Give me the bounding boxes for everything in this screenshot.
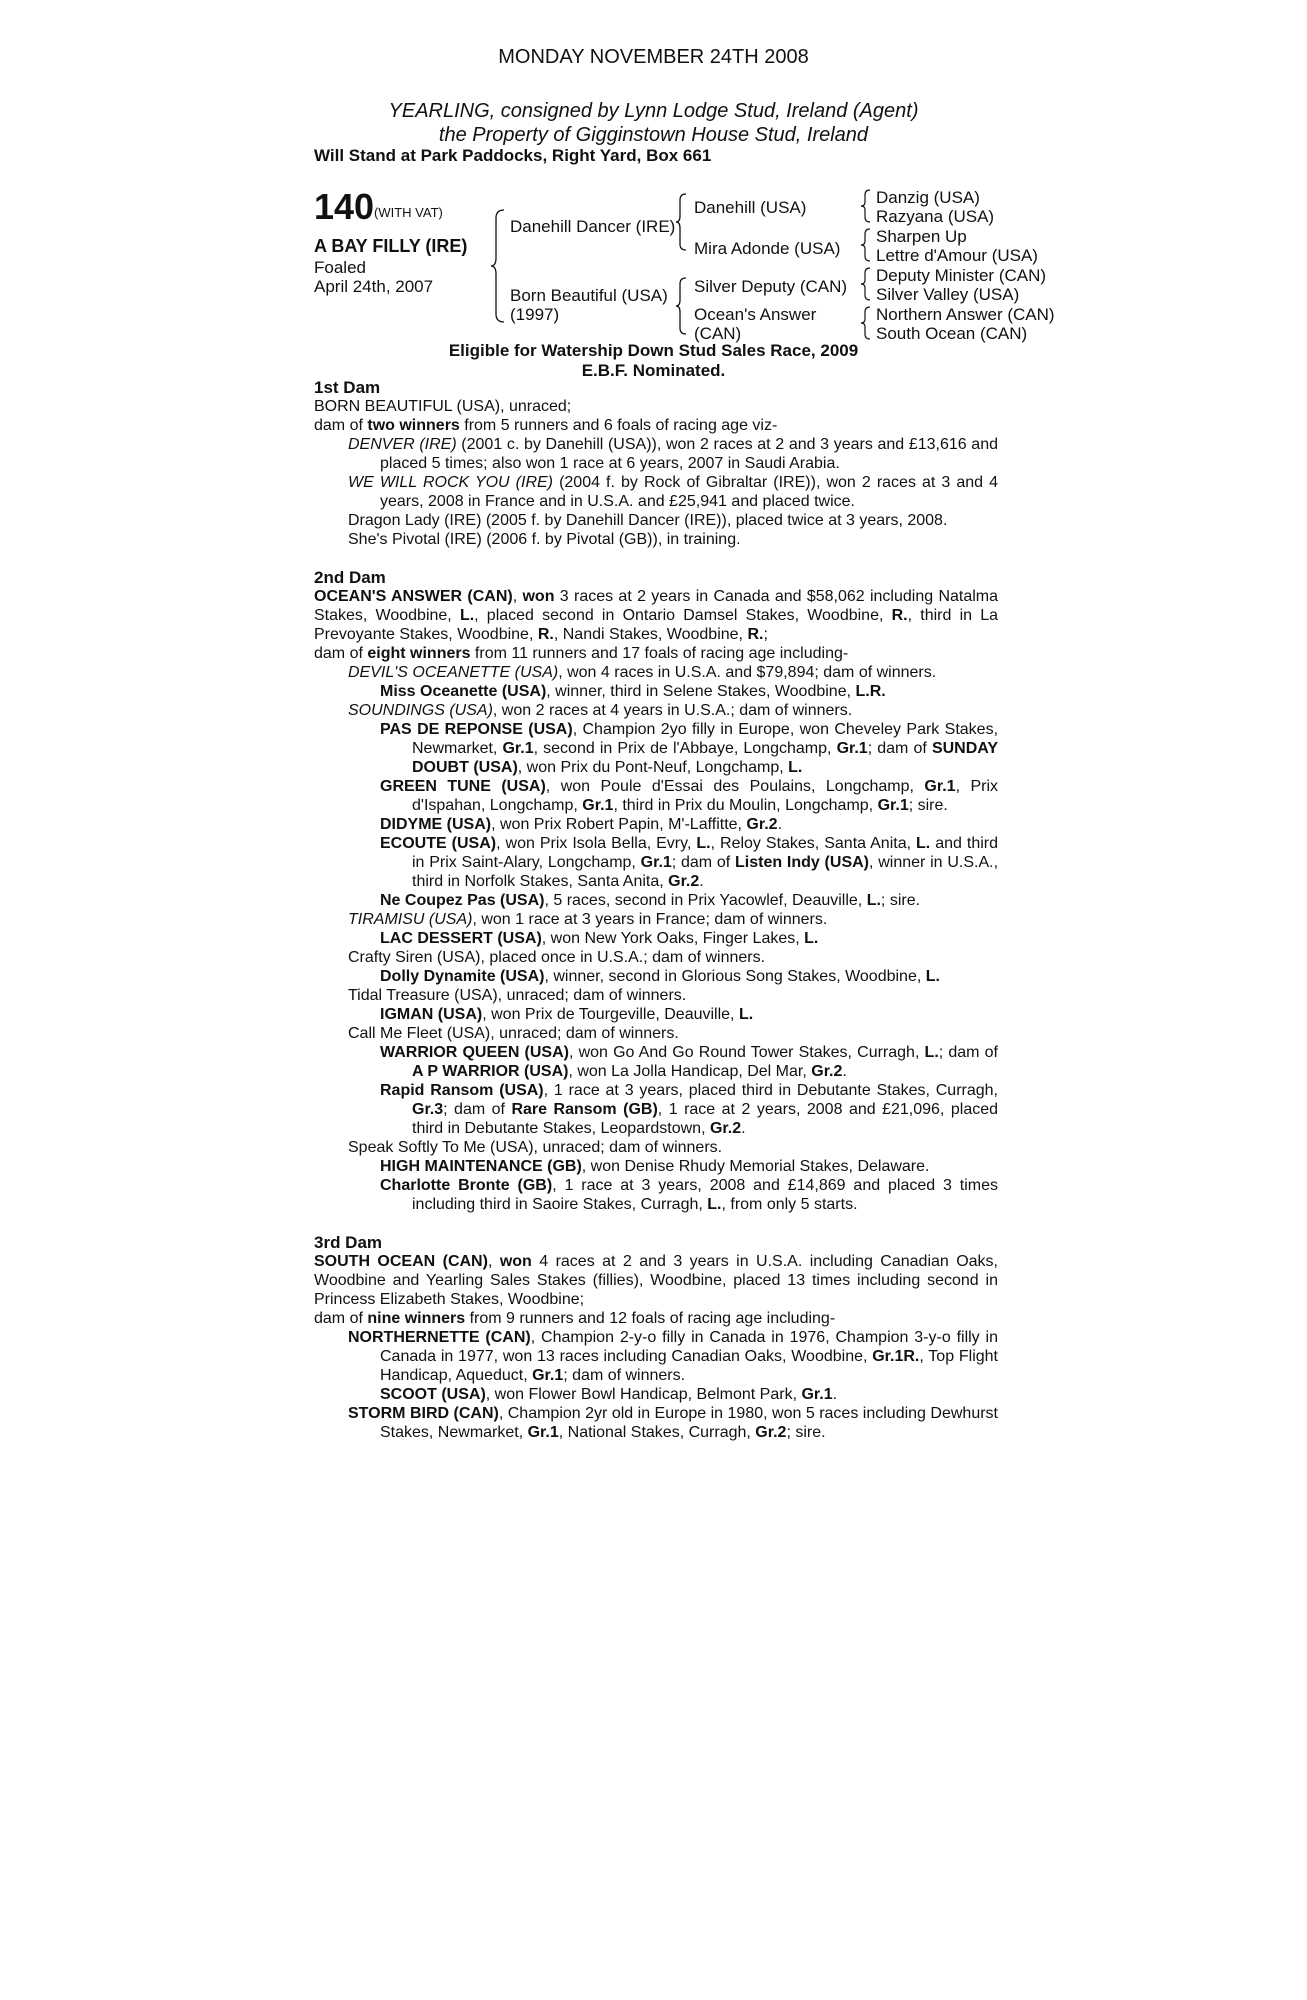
pedigree-g3-2: Razyana (USA): [876, 207, 995, 226]
produce-storm-bird: STORM BIRD (CAN), Champion 2yr old in Europe in 1980, won 5 races including Dewhurst Stakes, Newmarket, Gr.1, National Stakes, Curragh, Gr.2; sire.: [348, 1405, 998, 1441]
consignor-line-1: YEARLING, consigned by Lynn Lodge Stud, Ireland (Agent): [388, 100, 919, 122]
third-dam-produce: dam of nine winners from 9 runners and 12 foals of racing age including-: [314, 1310, 836, 1327]
pedigree-dam-year: (1997): [510, 305, 560, 324]
produce-dolly-dynamite: Dolly Dynamite (USA), winner, second in Glorious Song Stakes, Woodbine, L.: [380, 968, 940, 985]
produce-devils-oceanette: DEVIL'S OCEANETTE (USA), won 4 races in U.S.A. and $79,894; dam of winners.: [348, 664, 937, 681]
pedigree-dam-sire: Silver Deputy (CAN): [694, 277, 848, 296]
produce-call-me-fleet: Call Me Fleet (USA), unraced; dam of winners.: [348, 1025, 679, 1042]
produce-shes-pivotal: She's Pivotal (IRE) (2006 f. by Pivotal (GB)), in training.: [348, 531, 741, 548]
produce-dragon-lady: Dragon Lady (IRE) (2005 f. by Danehill Dancer (IRE)), placed twice at 3 years, 2008.: [348, 512, 948, 529]
produce-scoot: SCOOT (USA), won Flower Bowl Handicap, Belmont Park, Gr.1.: [380, 1386, 838, 1403]
produce-pas-de-reponse: PAS DE REPONSE (USA), Champion 2yo filly in Europe, won Cheveley Park Stakes, Newmarket, Gr.1, second in Prix de l'Abbaye, Longchamp, Gr.1; dam of SUNDAY DOUBT (USA), won Prix du Pont-Neuf, Longchamp, L.: [380, 721, 999, 776]
produce-high-maintenance: HIGH MAINTENANCE (GB), won Denise Rhudy Memorial Stakes, Delaware.: [380, 1158, 930, 1175]
catalogue-body: [314, 378, 998, 1442]
produce-tiramisu: TIRAMISU (USA), won 1 race at 3 years in France; dam of winners.: [348, 911, 828, 928]
pedigree-g3-8: South Ocean (CAN): [876, 324, 1028, 343]
pedigree-g3-1: Danzig (USA): [876, 188, 980, 207]
third-dam-heading: 3rd Dam: [314, 1233, 383, 1252]
produce-ecoute: ECOUTE (USA), won Prix Isola Bella, Evry, L., Reloy Stakes, Santa Anita, L. and third in Prix Saint-Alary, Longchamp, Gr.1; dam of Listen Indy (USA), winner in U.S.A., third in Norfolk Stakes, Santa Anita, Gr.2.: [380, 835, 999, 890]
first-dam-produce: dam of two winners from 5 runners and 6 foals of racing age viz-: [314, 417, 778, 434]
pedigree-g3-7: Northern Answer (CAN): [876, 305, 1055, 324]
produce-ne-coupez-pas: Ne Coupez Pas (USA), 5 races, second in Prix Yacowlef, Deauville, L.; sire.: [380, 892, 921, 909]
second-dam-name: OCEAN'S ANSWER (CAN), won 3 races at 2 years in Canada and $58,062 including Natalma Stakes, Woodbine, L., placed second in Ontario Damsel Stakes, Woodbine, R., third in La Prevoyante Stakes, Woodbine, R., Nandi Stakes, Woodbine, R.;: [314, 588, 999, 643]
produce-lac-dessert: LAC DESSERT (USA), won New York Oaks, Finger Lakes, L.: [380, 930, 819, 947]
pedigree-brace-g1: [860, 188, 872, 224]
lot-title: A BAY FILLY (IRE): [314, 236, 468, 256]
pedigree-brace-main: [490, 208, 510, 324]
produce-crafty-siren: Crafty Siren (USA), placed once in U.S.A.; dam of winners.: [348, 949, 766, 966]
produce-denver: DENVER (IRE) (2001 c. by Danehill (USA)), won 2 races at 2 and 3 years and £13,616 and placed 5 times; also won 1 race at 6 years, 2007 in Saudi Arabia.: [348, 436, 998, 472]
pedigree-sire: Danehill Dancer (IRE): [510, 217, 676, 236]
produce-didyme: DIDYME (USA), won Prix Robert Papin, M'-Laffitte, Gr.2.: [380, 816, 783, 833]
first-dam-heading: 1st Dam: [314, 378, 381, 397]
pedigree-sire-sire: Danehill (USA): [694, 198, 807, 217]
produce-rapid-ransom: Rapid Ransom (USA), 1 race at 3 years, placed third in Debutante Stakes, Curragh, Gr.3; dam of Rare Ransom (GB), 1 race at 2 years, 2008 and £21,096, placed third in Debutante Stakes, Leopardstown, Gr.2.: [380, 1082, 999, 1137]
first-dam-name: BORN BEAUTIFUL (USA), unraced;: [314, 398, 572, 415]
pedigree-g3-4: Lettre d'Amour (USA): [876, 246, 1038, 265]
pedigree-brace-g4: [860, 305, 872, 341]
pedigree-g3-5: Deputy Minister (CAN): [876, 266, 1047, 285]
produce-miss-oceanette: Miss Oceanette (USA), winner, third in Selene Stakes, Woodbine, L.R.: [380, 683, 886, 700]
stand-location: Will Stand at Park Paddocks, Right Yard, Box 661: [314, 146, 712, 165]
second-dam-produce: dam of eight winners from 11 runners and 17 foals of racing age including-: [314, 645, 849, 662]
produce-tidal-treasure: Tidal Treasure (USA), unraced; dam of winners.: [348, 987, 687, 1004]
sale-date: MONDAY NOVEMBER 24TH 2008: [498, 46, 809, 68]
produce-speak-softly: Speak Softly To Me (USA), unraced; dam of winners.: [348, 1139, 723, 1156]
produce-charlotte-bronte: Charlotte Bronte (GB), 1 race at 3 years, 2008 and £14,869 and placed 3 times including third in Saoire Stakes, Curragh, L., from only 5 starts.: [380, 1177, 999, 1213]
produce-green-tune: GREEN TUNE (USA), won Poule d'Essai des Poulains, Longchamp, Gr.1, Prix d'Ispahan, Longchamp, Gr.1, third in Prix du Moulin, Longchamp, Gr.1; sire.: [380, 778, 999, 814]
pedigree-g3-3: Sharpen Up: [876, 227, 967, 246]
pedigree-brace-g3: [860, 266, 872, 302]
pedigree-dam: Born Beautiful (USA): [510, 286, 668, 305]
pedigree-dam-dam: Ocean's Answer: [694, 305, 817, 324]
third-dam-name: SOUTH OCEAN (CAN), won 4 races at 2 and 3 years in U.S.A. including Canadian Oaks, Woodbine and Yearling Sales Stakes (fillies), Woodbine, placed 13 times including second in Princess Elizabeth Stakes, Woodbine;: [314, 1253, 999, 1308]
produce-warrior-queen: WARRIOR QUEEN (USA), won Go And Go Round Tower Stakes, Curragh, L.; dam of A P WARRIOR (USA), won La Jolla Handicap, Del Mar, Gr.2.: [380, 1044, 998, 1080]
pedigree-g3-6: Silver Valley (USA): [876, 285, 1020, 304]
produce-soundings: SOUNDINGS (USA), won 2 races at 4 years in U.S.A.; dam of winners.: [348, 702, 853, 719]
pedigree-dam-dam-country: (CAN): [694, 324, 742, 343]
eligibility-line: Eligible for Watership Down Stud Sales Race, 2009: [448, 341, 859, 360]
produce-igman: IGMAN (USA), won Prix de Tourgeville, Deauville, L.: [380, 1006, 754, 1023]
pedigree-brace-sire: [675, 192, 689, 252]
pedigree-sire-dam: Mira Adonde (USA): [694, 239, 841, 258]
produce-we-will-rock-you: WE WILL ROCK YOU (IRE) (2004 f. by Rock of Gibraltar (IRE)), won 2 races at 3 and 4 years, 2008 in France and in U.S.A. and £25,941 and placed twice.: [348, 474, 999, 510]
lot-number: 140: [314, 186, 375, 227]
produce-northernette: NORTHERNETTE (CAN), Champion 2-y-o filly in Canada in 1976, Champion 3-y-o filly in Canada in 1977, won 13 races including Canadian Oaks, Woodbine, Gr.1R., Top Flight Handicap, Aqueduct, Gr.1; dam of winners.: [348, 1329, 999, 1384]
pedigree-brace-g2: [860, 227, 872, 263]
consignor-line-2: the Property of Gigginstown House Stud, Ireland: [438, 124, 869, 146]
ebf-nominated: E.B.F. Nominated.: [581, 361, 726, 380]
vat-note: (WITH VAT): [374, 205, 443, 220]
foaled-label: Foaled: [314, 258, 366, 277]
second-dam-heading: 2nd Dam: [314, 568, 386, 587]
pedigree-brace-dam: [675, 276, 689, 336]
foaled-date: April 24th, 2007: [314, 277, 434, 296]
